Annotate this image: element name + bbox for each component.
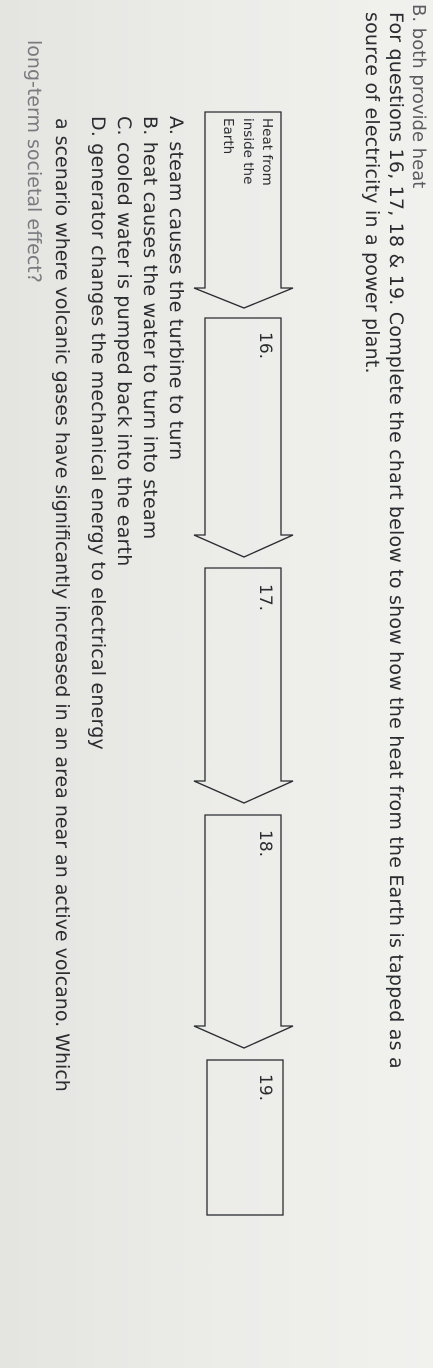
blank-17-arrow-box bbox=[194, 568, 293, 803]
blank-17-label: 17. bbox=[255, 584, 275, 612]
question-line-1: For questions 16, 17, 18 & 19. Complete the chart below to show how the heat from the Earth is tapped as a bbox=[385, 12, 407, 1069]
blank-18-arrow-box bbox=[194, 815, 293, 1048]
start-box-line-2: inside the bbox=[240, 118, 256, 185]
option-b: B. heat causes the water to turn into steam bbox=[139, 116, 161, 540]
start-box-line-3: Earth bbox=[220, 118, 236, 155]
next-question-line-1: a scenario where volcanic gases have significantly increased in an area near an active volcano. Which bbox=[51, 118, 73, 1092]
next-question-line-2: long-term societal effect? bbox=[23, 40, 45, 283]
previous-option: B. both provide heat bbox=[408, 4, 429, 189]
blank-16-arrow-box bbox=[194, 318, 293, 557]
start-box-line-1: Heat from bbox=[259, 118, 275, 186]
option-a: A. steam causes the turbine to turn bbox=[165, 116, 187, 461]
question-line-2: source of electricity in a power plant. bbox=[361, 12, 383, 374]
blank-16-label: 16. bbox=[255, 332, 275, 360]
option-d: D. generator changes the mechanical energy to electrical energy bbox=[87, 116, 109, 750]
option-c: C. cooled water is pumped back into the earth bbox=[113, 116, 135, 567]
blank-18-label: 18. bbox=[255, 830, 275, 858]
blank-19-label: 19. bbox=[255, 1074, 275, 1102]
